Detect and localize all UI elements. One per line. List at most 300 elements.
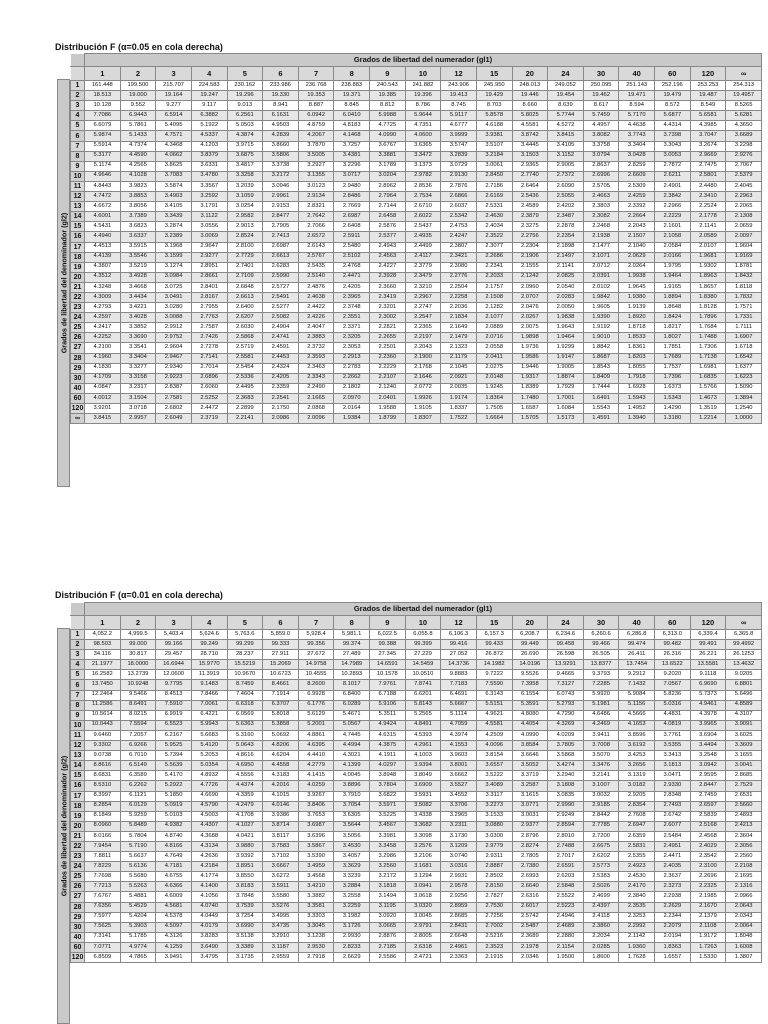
table-cell: 2.4630 bbox=[476, 212, 512, 222]
table-cell: 3.0665 bbox=[370, 922, 406, 932]
table-cell: 2.8167 bbox=[191, 292, 227, 302]
table-cell: 4.4139 bbox=[85, 252, 121, 262]
table-cell: 2.0716 bbox=[476, 333, 512, 343]
table-cell: 4.0012 bbox=[85, 393, 121, 403]
table-cell: 3.6305 bbox=[334, 811, 370, 821]
table-cell: 3.0032 bbox=[583, 791, 619, 801]
table-cell: 4.7181 bbox=[156, 862, 192, 872]
table-cell: 14.5459 bbox=[405, 660, 441, 670]
table-cell: 5,981.1 bbox=[334, 630, 370, 640]
row-header: 6 bbox=[71, 680, 85, 690]
table-cell: 2.1750 bbox=[263, 404, 299, 414]
table-cell: 7.5590 bbox=[476, 680, 512, 690]
table-cell: 1.7571 bbox=[726, 303, 762, 313]
table-cell: 2.2043 bbox=[619, 222, 655, 232]
table-cell: 2.4247 bbox=[441, 232, 477, 242]
table-cell: 2.9365 bbox=[512, 161, 548, 171]
table-cell: 2.6987 bbox=[334, 212, 370, 222]
table-row bbox=[71, 720, 762, 730]
table-cell: 1.9464 bbox=[655, 272, 691, 282]
table-cell: 2.4472 bbox=[191, 404, 227, 414]
table-cell: 3.6689 bbox=[726, 131, 762, 141]
table-cell: 4.7290 bbox=[548, 710, 584, 720]
table-cell: 2.3205 bbox=[334, 333, 370, 343]
table-cell: 5.7861 bbox=[120, 121, 156, 131]
table-cell: 1.8424 bbox=[655, 313, 691, 323]
table-cell: 3.7398 bbox=[655, 131, 691, 141]
table-row bbox=[71, 730, 762, 740]
table-cell: 1.9360 bbox=[619, 942, 655, 952]
table-cell: 4.8443 bbox=[85, 181, 121, 191]
table-cell: 2.9185 bbox=[583, 801, 619, 811]
table-cell: 6.1776 bbox=[298, 700, 334, 710]
table-cell: 2.7067 bbox=[726, 161, 762, 171]
table-cell: 2.9779 bbox=[476, 841, 512, 851]
table-cell: 2.9990 bbox=[548, 801, 584, 811]
row-header: 17 bbox=[71, 242, 85, 252]
table-cell: 2.0075 bbox=[512, 323, 548, 333]
table-cell: 4.2016 bbox=[263, 781, 299, 791]
row-header: 23 bbox=[71, 303, 85, 313]
table-cell: 2.8796 bbox=[512, 831, 548, 841]
table-cell: 2.4901 bbox=[655, 181, 691, 191]
table-cell: 3.3277 bbox=[120, 363, 156, 373]
row-axis-label bbox=[57, 79, 70, 487]
table-cell: 2.5848 bbox=[548, 882, 584, 892]
table-cell: 2.7493 bbox=[655, 801, 691, 811]
table-cell: 7.8741 bbox=[405, 680, 441, 690]
table-cell: 5.6496 bbox=[726, 690, 762, 700]
table-cell: 2.9604 bbox=[156, 343, 192, 353]
table-cell: 1.5173 bbox=[548, 414, 584, 424]
table-cell: 5.5263 bbox=[120, 882, 156, 892]
row-header: 24 bbox=[71, 862, 85, 872]
table-cell: 2.2776 bbox=[441, 272, 477, 282]
table-cell: 3.7008 bbox=[583, 741, 619, 751]
table-cell: 2.7002 bbox=[476, 922, 512, 932]
table-cell: 1.7331 bbox=[726, 313, 762, 323]
table-cell: 6.9928 bbox=[298, 690, 334, 700]
table-cell: 2.9647 bbox=[191, 242, 227, 252]
table-cell: 7.6356 bbox=[85, 902, 121, 912]
table-cell: 1.5343 bbox=[655, 393, 691, 403]
table-cell: 2.3604 bbox=[726, 831, 762, 841]
table-cell: 10.2893 bbox=[334, 670, 370, 680]
table-row bbox=[71, 181, 762, 191]
table-cell: 3.5546 bbox=[120, 252, 156, 262]
f-table-005 bbox=[70, 53, 762, 424]
row-header: 27 bbox=[71, 343, 85, 353]
table-cell: 11.2586 bbox=[85, 700, 121, 710]
table-cell: 3.2927 bbox=[298, 161, 334, 171]
table-cell: 26.872 bbox=[476, 650, 512, 660]
table-cell: 14.3736 bbox=[441, 660, 477, 670]
table-cell: 4.2839 bbox=[263, 131, 299, 141]
table-cell: 3.3682 bbox=[405, 821, 441, 831]
table-cell: 2.0264 bbox=[619, 262, 655, 272]
table-cell: 2.7401 bbox=[227, 262, 263, 272]
column-header: 2 bbox=[120, 616, 156, 630]
table-cell: 2.7256 bbox=[476, 912, 512, 922]
table-cell: 2.1768 bbox=[405, 363, 441, 373]
table-cell: 3.2317 bbox=[120, 383, 156, 393]
table-cell: 2.9276 bbox=[726, 151, 762, 161]
row-header: 29 bbox=[71, 363, 85, 373]
table-cell: 5.8018 bbox=[263, 710, 299, 720]
table-cell: 2.0285 bbox=[583, 942, 619, 952]
table-cell: 3.7054 bbox=[334, 801, 370, 811]
table-cell: 3.8714 bbox=[263, 821, 299, 831]
table-cell: 2.8502 bbox=[476, 872, 512, 882]
table-cell: 2.7426 bbox=[191, 333, 227, 343]
table-cell: 3.0729 bbox=[441, 161, 477, 171]
table-cell: 4.0600 bbox=[405, 131, 441, 141]
table-cell: 2.2938 bbox=[655, 892, 691, 902]
table-cell: 2.7185 bbox=[370, 942, 406, 952]
table-cell: 1.9010 bbox=[583, 333, 619, 343]
row-header: 16 bbox=[71, 781, 85, 791]
table-row bbox=[71, 821, 762, 831]
table-cell: 2.5839 bbox=[690, 811, 726, 821]
row-header: 12 bbox=[71, 192, 85, 202]
row-header: 8 bbox=[71, 700, 85, 710]
table-cell: 7.0061 bbox=[191, 700, 227, 710]
table-cell: 10.0510 bbox=[405, 670, 441, 680]
table-cell: 26.411 bbox=[619, 650, 655, 660]
table-cell: 26.1253 bbox=[726, 650, 762, 660]
table-cell: 9.552 bbox=[120, 101, 156, 111]
table-cell: 2.4923 bbox=[619, 862, 655, 872]
table-cell: 3.6557 bbox=[476, 761, 512, 771]
table-cell: 3.2389 bbox=[156, 232, 192, 242]
table-cell: 2.1141 bbox=[548, 262, 584, 272]
table-cell: 19.487 bbox=[690, 91, 726, 101]
table-cell: 2.5831 bbox=[619, 841, 655, 851]
table-cell: 2.4035 bbox=[655, 862, 691, 872]
table-cell: 2.7278 bbox=[191, 343, 227, 353]
table-cell: 2.9134 bbox=[298, 192, 334, 202]
table-cell: 4.2779 bbox=[298, 761, 334, 771]
table-cell: 2.4453 bbox=[263, 353, 299, 363]
table-cell: 3.2560 bbox=[370, 862, 406, 872]
table-cell: 7.2285 bbox=[583, 680, 619, 690]
table-cell: 2.4961 bbox=[441, 942, 477, 952]
table-cell: 4.4558 bbox=[263, 761, 299, 771]
table-cell: 2.6060 bbox=[191, 383, 227, 393]
table-cell: 3.3738 bbox=[263, 161, 299, 171]
table-cell: 4.1203 bbox=[191, 141, 227, 151]
table-cell: 2.8150 bbox=[476, 882, 512, 892]
table-cell: 3.8584 bbox=[512, 741, 548, 751]
table-cell: 9.3793 bbox=[583, 670, 619, 680]
table-cell: 27.672 bbox=[298, 650, 334, 660]
table-cell: 3.1059 bbox=[227, 192, 263, 202]
table-cell: 19.413 bbox=[441, 91, 477, 101]
table-cell: 7.5625 bbox=[85, 922, 121, 932]
table-cell: 2.4213 bbox=[726, 821, 762, 831]
table-cell: 4.2565 bbox=[120, 161, 156, 171]
table-cell: 7.8229 bbox=[85, 862, 121, 872]
table-cell: 4.1003 bbox=[405, 751, 441, 761]
table-cell: 2.5705 bbox=[583, 181, 619, 191]
table-cell: 2.2696 bbox=[690, 872, 726, 882]
table-cell: 2.8010 bbox=[548, 831, 584, 841]
table-cell: 1.8389 bbox=[512, 383, 548, 393]
table-row bbox=[71, 791, 762, 801]
table-cell: 3.4057 bbox=[334, 852, 370, 862]
table-cell: 5,624.6 bbox=[191, 630, 227, 640]
table-cell: 3.1982 bbox=[334, 912, 370, 922]
table-cell: 3.6365 bbox=[405, 141, 441, 151]
table-cell: 2.1141 bbox=[690, 222, 726, 232]
table-cell: 2.4904 bbox=[263, 323, 299, 333]
table-row bbox=[71, 171, 762, 181]
table-cell: 21.1977 bbox=[85, 660, 121, 670]
table-cell: 3.8001 bbox=[441, 761, 477, 771]
table-cell: 9.2912 bbox=[619, 670, 655, 680]
table-cell: 2.1665 bbox=[298, 393, 334, 403]
table-cell: 3.0771 bbox=[512, 801, 548, 811]
table-cell: 5.0354 bbox=[191, 761, 227, 771]
table-cell: 1.9302 bbox=[690, 262, 726, 272]
table-cell: 3.4530 bbox=[334, 841, 370, 851]
table-cell: 10.5614 bbox=[85, 710, 121, 720]
table-cell: 1.9500 bbox=[548, 953, 584, 963]
table-cell: 5.7373 bbox=[690, 690, 726, 700]
table-cell: 2.9791 bbox=[405, 922, 441, 932]
row-header: 4 bbox=[71, 660, 85, 670]
table-cell: 3.8379 bbox=[191, 151, 227, 161]
table-cell: 4.3875 bbox=[370, 741, 406, 751]
table-cell: 2.1649 bbox=[441, 323, 477, 333]
table-cell: 6.6079 bbox=[85, 121, 121, 131]
column-header-row bbox=[71, 616, 762, 630]
table-cell: 3.4552 bbox=[441, 791, 477, 801]
table-cell: 1.9643 bbox=[548, 323, 584, 333]
table-cell: 3.2940 bbox=[548, 771, 584, 781]
table-row bbox=[71, 363, 762, 373]
table-cell: 2.8450 bbox=[476, 171, 512, 181]
column-header: 8 bbox=[334, 67, 370, 81]
table-cell: 3.0946 bbox=[263, 181, 299, 191]
table-cell: 5.8143 bbox=[405, 700, 441, 710]
table-cell: 4.8166 bbox=[156, 841, 192, 851]
table-cell: 6.8801 bbox=[726, 680, 762, 690]
table-cell: 3.8660 bbox=[263, 141, 299, 151]
table-cell: 2.3002 bbox=[370, 313, 406, 323]
table-cell: 1.6377 bbox=[726, 363, 762, 373]
row-header: 16 bbox=[71, 232, 85, 242]
row-header: 21 bbox=[71, 831, 85, 841]
table-cell: 6.9266 bbox=[120, 741, 156, 751]
table-cell: 7.6767 bbox=[85, 892, 121, 902]
table-cell: 3.5107 bbox=[476, 141, 512, 151]
table-row bbox=[71, 343, 762, 353]
table-cell: 1.7628 bbox=[619, 953, 655, 963]
table-cell: 3.6192 bbox=[619, 741, 655, 751]
table-cell: 1.8118 bbox=[726, 282, 762, 292]
table-cell: 2.2541 bbox=[263, 393, 299, 403]
table-cell: 1.3807 bbox=[726, 953, 762, 963]
table-cell: 2.1695 bbox=[726, 872, 762, 882]
table-cell: 2.5055 bbox=[548, 192, 584, 202]
table-cell: 2.5309 bbox=[619, 181, 655, 191]
table-cell: 5.8236 bbox=[655, 690, 691, 700]
table-cell: 2.2655 bbox=[370, 333, 406, 343]
table-cell: 4.4994 bbox=[334, 741, 370, 751]
table-cell: 6.8400 bbox=[334, 690, 370, 700]
table-cell: 99.374 bbox=[334, 640, 370, 650]
table-cell: 3.1238 bbox=[298, 932, 334, 942]
table-cell: 7.0567 bbox=[655, 680, 691, 690]
table-cell: 3.0491 bbox=[156, 292, 192, 302]
table-cell: 8.2854 bbox=[85, 801, 121, 811]
table-cell: 7.0771 bbox=[85, 942, 121, 952]
table-cell: 1.0000 bbox=[726, 414, 762, 424]
table-cell: 2.0102 bbox=[583, 282, 619, 292]
table-cell: 2.7141 bbox=[191, 353, 227, 363]
table-cell: 2.7200 bbox=[583, 831, 619, 841]
table-cell: 4.3807 bbox=[85, 262, 121, 272]
table-cell: 3.9715 bbox=[227, 141, 263, 151]
table-row bbox=[71, 111, 762, 121]
table-cell: 2.1477 bbox=[583, 242, 619, 252]
table-cell: 4.2469 bbox=[583, 720, 619, 730]
column-header: 5 bbox=[227, 616, 263, 630]
table-cell: 7.1914 bbox=[263, 690, 299, 700]
table-cell: 6.2262 bbox=[120, 781, 156, 791]
table-cell: 5.6136 bbox=[120, 862, 156, 872]
table-cell: 3.5052 bbox=[512, 761, 548, 771]
table-cell: 2.8442 bbox=[583, 811, 619, 821]
table-cell: 3.6331 bbox=[191, 161, 227, 171]
table-cell: 3.7539 bbox=[227, 902, 263, 912]
table-row bbox=[71, 121, 762, 131]
table-cell: 6.3882 bbox=[191, 111, 227, 121]
column-header: 30 bbox=[583, 616, 619, 630]
table-cell: 10.9248 bbox=[120, 680, 156, 690]
row-axis-label-text: Grados de libertad del denominador (gl2) bbox=[59, 755, 68, 897]
table-cell: 3.1968 bbox=[156, 242, 192, 252]
table-cell: 3.5070 bbox=[583, 751, 619, 761]
table-cell: 8.660 bbox=[512, 101, 548, 111]
table-cell: 1.6491 bbox=[583, 393, 619, 403]
table-cell: 2.9782 bbox=[405, 171, 441, 181]
table-cell: 3.8951 bbox=[227, 862, 263, 872]
table-cell: 4.2252 bbox=[85, 333, 121, 343]
table-cell: 3.6337 bbox=[120, 232, 156, 242]
table-row bbox=[71, 242, 762, 252]
table-cell: 2.4943 bbox=[370, 242, 406, 252]
table-cell: 6.1631 bbox=[263, 111, 299, 121]
table-cell: 1.8799 bbox=[370, 414, 406, 424]
table-cell: 3.4959 bbox=[298, 862, 334, 872]
table-cell: 6.0129 bbox=[120, 801, 156, 811]
table-cell: 3.6767 bbox=[370, 141, 406, 151]
column-header: 12 bbox=[441, 67, 477, 81]
table-cell: 1.9169 bbox=[726, 252, 762, 262]
table-cell: 2.6710 bbox=[405, 202, 441, 212]
table-cell: 2.7608 bbox=[619, 811, 655, 821]
table-cell: 29.457 bbox=[156, 650, 192, 660]
table-cell: 3.5082 bbox=[405, 801, 441, 811]
table-cell: 2.8100 bbox=[227, 242, 263, 252]
table-cell: 1.9317 bbox=[512, 373, 548, 383]
table-cell: 5.2565 bbox=[405, 710, 441, 720]
table-cell: 5.2793 bbox=[548, 700, 584, 710]
table-cell: 4.1027 bbox=[227, 821, 263, 831]
table-cell: 1.8657 bbox=[690, 282, 726, 292]
table-cell: 19.446 bbox=[512, 91, 548, 101]
table-cell: 2.9912 bbox=[156, 323, 192, 333]
table-cell: 6,339.4 bbox=[690, 630, 726, 640]
table-cell: 3.3706 bbox=[441, 801, 477, 811]
table-cell: 3.3476 bbox=[583, 761, 619, 771]
table-cell: 2.7109 bbox=[227, 272, 263, 282]
table-cell: 3.1274 bbox=[156, 262, 192, 272]
table-cell: 3.0794 bbox=[583, 151, 619, 161]
table-cell: 4.3650 bbox=[726, 121, 762, 131]
table-cell: 3.5911 bbox=[263, 882, 299, 892]
table-cell: 2.6143 bbox=[298, 242, 334, 252]
table-cell: 4.3978 bbox=[690, 710, 726, 720]
table-cell: 2.1778 bbox=[690, 212, 726, 222]
table-cell: 2.6359 bbox=[619, 831, 655, 841]
table-cell: 2.3593 bbox=[298, 353, 334, 363]
column-header: 1 bbox=[85, 616, 121, 630]
table-cell: 4.4307 bbox=[191, 821, 227, 831]
table-cell: 2.0391 bbox=[583, 272, 619, 282]
table-cell: 2.3419 bbox=[370, 292, 406, 302]
table-cell: 5,928.4 bbox=[298, 630, 334, 640]
table-cell: 3.3439 bbox=[156, 212, 192, 222]
table-cell: 99.299 bbox=[227, 640, 263, 650]
table-cell: 4.0990 bbox=[370, 131, 406, 141]
table-cell: 1.5543 bbox=[583, 404, 619, 414]
table-cell: 3.4567 bbox=[370, 821, 406, 831]
table-cell: 1.9147 bbox=[548, 353, 584, 363]
table-cell: 3.3690 bbox=[120, 333, 156, 343]
table-cell: 5.0316 bbox=[655, 700, 691, 710]
table-cell: 6.9690 bbox=[690, 680, 726, 690]
table-cell: 5.0103 bbox=[156, 811, 192, 821]
table-cell: 6.1121 bbox=[120, 791, 156, 801]
table-cell: 4.4957 bbox=[583, 121, 619, 131]
table-cell: 3.0942 bbox=[690, 761, 726, 771]
table-cell: 3.2592 bbox=[191, 192, 227, 202]
row-header: 7 bbox=[71, 141, 85, 151]
table-cell: 5.5639 bbox=[156, 761, 192, 771]
table-cell: 2.4638 bbox=[298, 292, 334, 302]
table-cell: 2.4768 bbox=[334, 262, 370, 272]
row-header: 30 bbox=[71, 373, 85, 383]
table-cell: 19.247 bbox=[191, 91, 227, 101]
table-row bbox=[71, 650, 762, 660]
table-cell: 2.6203 bbox=[548, 872, 584, 882]
table-cell: 3.8550 bbox=[227, 872, 263, 882]
table-cell: 5.9106 bbox=[370, 700, 406, 710]
table-cell: 2.1900 bbox=[405, 353, 441, 363]
table-cell: 2.7642 bbox=[298, 212, 334, 222]
table-cell: 4.5272 bbox=[548, 121, 584, 131]
table-cell: 2.0921 bbox=[441, 373, 477, 383]
table-cell: 5.9644 bbox=[405, 111, 441, 121]
table-cell: 3.8154 bbox=[476, 751, 512, 761]
table-cell: 3.3258 bbox=[227, 171, 263, 181]
table-cell: 3.3581 bbox=[298, 902, 334, 912]
table-cell: 2.9669 bbox=[690, 151, 726, 161]
table-cell: 3.8415 bbox=[548, 131, 584, 141]
